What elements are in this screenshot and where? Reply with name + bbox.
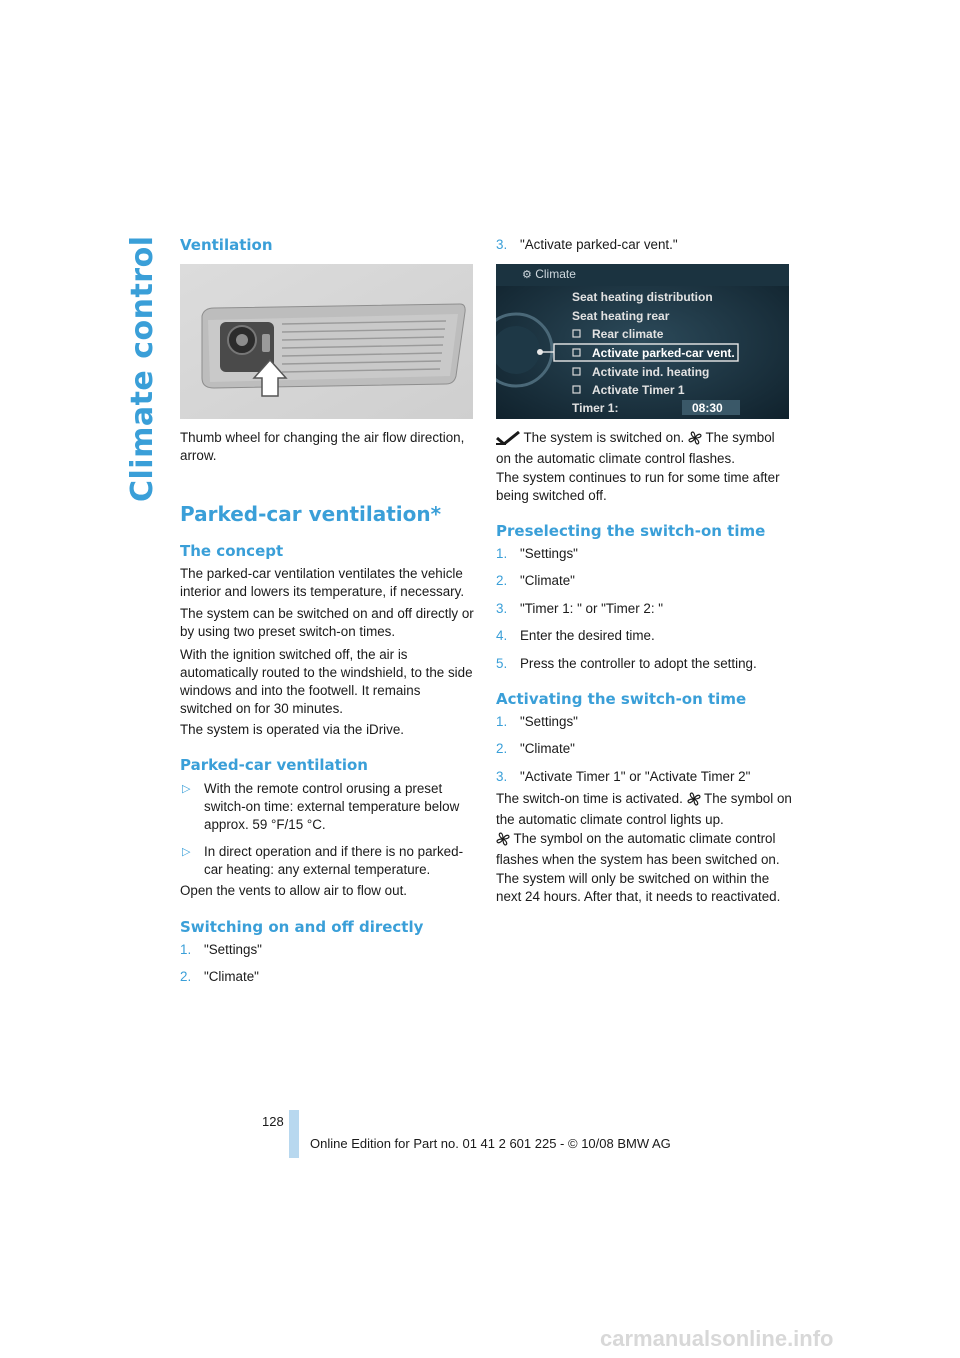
screen-menu-item: Activate ind. heating xyxy=(592,365,710,379)
screen-settings-icon: ⚙ xyxy=(522,269,532,281)
screen-timer-value: 08:30 xyxy=(692,401,723,415)
system-on-text: The system is switched on. xyxy=(523,430,685,445)
list-item xyxy=(496,236,678,254)
bullet-text: In direct operation and if there is no parked-car heating: any external temperature. xyxy=(204,844,464,877)
list-number: 4. xyxy=(496,628,508,643)
list-item xyxy=(180,941,262,959)
parked-car-ventilation-heading: Parked-car ventilation* xyxy=(180,502,442,526)
list-item xyxy=(496,600,663,618)
screen-timer-label: Timer 1: xyxy=(572,401,619,415)
list-number: 2. xyxy=(496,573,508,588)
list-number: 2. xyxy=(496,741,508,756)
list-number: 5. xyxy=(496,656,508,671)
screen-menu-item: Seat heating distribution xyxy=(572,290,713,304)
concept-paragraph-1: The parked-car ventilation ventilates the vehicle interior and lowers its temperature, if necessary. xyxy=(180,566,465,599)
bullet-triangle-icon: ▷ xyxy=(182,783,191,795)
ventilation-caption: Thumb wheel for changing the air flow direction, arrow. xyxy=(180,430,465,463)
page-number: 128 xyxy=(262,1114,284,1129)
page-tab-bar xyxy=(289,1110,299,1158)
list-text: "Activate parked-car vent." xyxy=(520,237,678,252)
fan-icon xyxy=(496,832,510,851)
bullet-item xyxy=(180,780,476,834)
list-text: Enter the desired time. xyxy=(520,628,655,643)
list-number: 1. xyxy=(180,942,192,957)
list-number: 3. xyxy=(496,769,508,784)
screen-title xyxy=(522,267,576,281)
concept-heading: The concept xyxy=(180,542,284,560)
pcv-subheading: Parked-car ventilation xyxy=(180,756,368,774)
list-item xyxy=(180,968,259,986)
list-text: Press the controller to adopt the setting. xyxy=(520,656,757,671)
lights-up-text: The symbol on the automatic climate control lights up. xyxy=(496,791,792,827)
list-item xyxy=(496,627,655,645)
list-number: 1. xyxy=(496,546,508,561)
activated-paragraph xyxy=(496,790,792,829)
vents-text: Open the vents to allow air to flow out. xyxy=(180,883,408,898)
fan-icon xyxy=(687,792,701,811)
screen-title-text: Climate xyxy=(535,267,576,281)
preselect-heading: Preselecting the switch-on time xyxy=(496,522,766,540)
check-mark-icon xyxy=(496,431,520,450)
switching-heading: Switching on and off directly xyxy=(180,918,424,936)
concept-paragraph-2: The system can be switched on and off directly or by using two preset switch-on times. xyxy=(180,606,474,639)
concept-paragraph-3: With the ignition switched off, the air is automatically routed to the windshield, to the side windows and into the footwell. It remains switched on for 30 minutes. xyxy=(180,647,473,716)
chapter-side-title: Climate control xyxy=(125,235,160,502)
list-text: "Settings" xyxy=(520,546,578,561)
bullet-triangle-icon: ▷ xyxy=(182,846,191,858)
list-item xyxy=(496,545,578,563)
watermark: carmanualsonline.info xyxy=(600,1326,834,1351)
list-item xyxy=(496,768,750,786)
activating-heading: Activating the switch-on time xyxy=(496,690,747,708)
bullet-item xyxy=(180,843,476,879)
ventilation-heading: Ventilation xyxy=(180,236,273,254)
list-text: "Settings" xyxy=(204,942,262,957)
list-number: 3. xyxy=(496,237,508,252)
symbol-flash-paragraph xyxy=(496,830,792,869)
list-text: "Climate" xyxy=(520,573,575,588)
list-number: 3. xyxy=(496,601,508,616)
screen-menu-item: Seat heating rear xyxy=(572,309,670,323)
list-text: "Climate" xyxy=(204,969,259,984)
screen-menu-item-selected: Activate parked-car vent. xyxy=(592,346,735,360)
list-number: 2. xyxy=(180,969,192,984)
screen-menu-item: Activate Timer 1 xyxy=(592,383,685,397)
idrive-screen xyxy=(496,264,789,419)
list-item xyxy=(496,740,575,758)
symbol-flashes-text: The symbol on the automatic climate control flashes. xyxy=(496,430,775,466)
final-paragraph: The system will only be switched on within the next 24 hours. After that, it needs to reactivated. xyxy=(496,871,781,904)
list-text: "Timer 1: " or "Timer 2: " xyxy=(520,601,664,616)
symbol-flash-text: The symbol on the automatic climate control flashes when the system has been switched on. xyxy=(496,831,780,867)
bullet-text: With the remote control orusing a preset switch-on time: external temperature below approx. 59 °F/15 °C. xyxy=(204,781,460,832)
list-text: "Settings" xyxy=(520,714,578,729)
list-text: "Activate Timer 1" or "Activate Timer 2" xyxy=(520,769,751,784)
ventilation-figure xyxy=(180,264,473,419)
list-item xyxy=(496,655,757,673)
system-on-paragraph xyxy=(496,429,792,468)
air-vent-illustration xyxy=(180,264,473,419)
continues-paragraph: The system continues to run for some time after being switched off. xyxy=(496,470,780,503)
edition-footer: Online Edition for Part no. 01 41 2 601 225 - © 10/08 BMW AG xyxy=(310,1136,671,1151)
fan-icon xyxy=(688,431,702,450)
list-number: 1. xyxy=(496,714,508,729)
list-item xyxy=(496,713,578,731)
list-text: "Climate" xyxy=(520,741,575,756)
activated-text: The switch-on time is activated. xyxy=(496,791,683,806)
concept-paragraph-4: The system is operated via the iDrive. xyxy=(180,722,405,737)
list-item xyxy=(496,572,575,590)
screen-menu-item: Rear climate xyxy=(592,327,664,341)
